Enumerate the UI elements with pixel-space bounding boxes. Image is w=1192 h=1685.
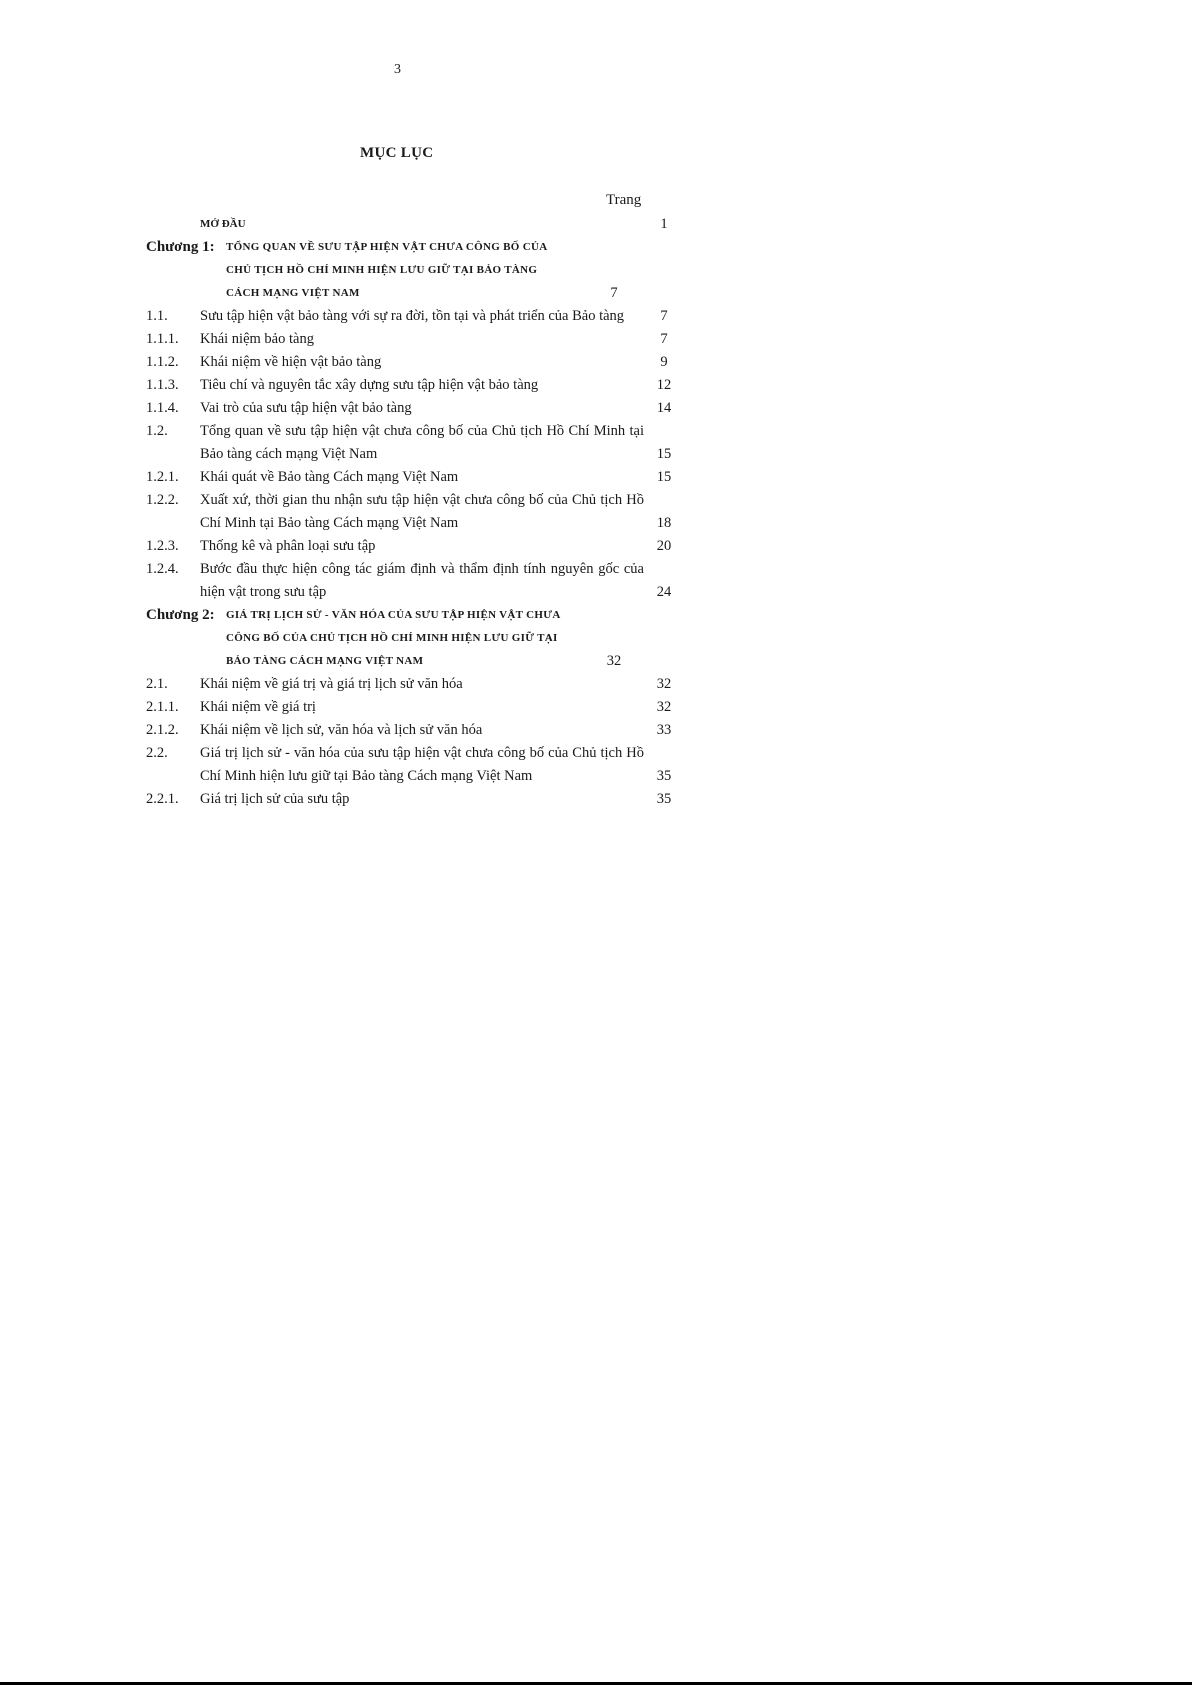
toc-entry-title: [226, 236, 594, 305]
toc-entry-title: Khái quát về Bảo tàng Cách mạng Việt Nam: [200, 469, 459, 485]
toc-chapter-title-line: BẢO TÀNG CÁCH MẠNG VIỆT NAM: [226, 655, 424, 667]
toc-section-entry: [146, 673, 672, 696]
toc-section-entry: [146, 374, 672, 397]
toc-section-entry: [146, 420, 672, 466]
toc-title: MỤC LỤC: [360, 145, 434, 161]
page-number: 3: [394, 62, 401, 77]
toc-entry-page: 35: [656, 768, 672, 784]
toc-entry-number: 1.1.: [146, 308, 168, 324]
toc-section-entry: [146, 466, 672, 489]
toc-entry-page: 32: [606, 653, 622, 669]
toc-entry-title: Khái niệm về hiện vật bảo tàng: [200, 354, 382, 370]
toc-entry-page: 33: [656, 722, 672, 738]
toc-entry-title: Tiêu chí và nguyên tắc xây dựng sưu tập hiện vật bảo tàng: [200, 377, 539, 393]
toc-entry-title: Tổng quan về sưu tập hiện vật chưa công bố của Chủ tịch Hồ Chí Minh tại Bảo tàng cách mạng Việt Nam: [200, 423, 644, 462]
toc-entry-title: Thống kê và phân loại sưu tập: [200, 538, 376, 554]
toc-entry-page: 15: [656, 469, 672, 485]
toc-chapter-entry: [146, 236, 646, 305]
toc-entry-page: 32: [656, 699, 672, 715]
toc-entry-page: 14: [656, 400, 672, 416]
toc-entry-number: 2.2.1.: [146, 791, 179, 807]
toc-entry-number: 1.1.4.: [146, 400, 179, 416]
toc-entry-number: Chương 1:: [146, 239, 215, 255]
toc-entry-title: Giá trị lịch sử - văn hóa của sưu tập hiện vật chưa công bố của Chủ tịch Hồ Chí Minh hiện lưu giữ tại Bảo tàng Cách mạng Việt Nam: [200, 745, 644, 784]
toc-section-entry: [146, 328, 668, 351]
toc-entry-page: 7: [660, 308, 668, 324]
toc-entry-number: 1.1.1.: [146, 331, 179, 347]
toc-section-entry: [146, 305, 668, 328]
toc-chapter-title-line: CÔNG BỐ CỦA CHỦ TỊCH HỒ CHÍ MINH HIỆN LƯU GIỮ TẠI: [226, 632, 558, 644]
toc-section-entry: [146, 696, 672, 719]
toc-entry-page: 32: [656, 676, 672, 692]
toc-entry-page: 7: [660, 331, 668, 347]
toc-entry-page: 35: [656, 791, 672, 807]
toc-entry-number: 1.2.2.: [146, 492, 179, 508]
toc-entry-title: Vai trò của sưu tập hiện vật bảo tàng: [200, 400, 412, 416]
toc-section-entry: [146, 742, 672, 788]
toc-section-entry: [146, 719, 672, 742]
toc-entry-title: MỞ ĐẦU: [200, 218, 246, 230]
toc-chapter-title-line: CHỦ TỊCH HỒ CHÍ MINH HIỆN LƯU GIỮ TẠI BẢO TÀNG: [226, 264, 538, 276]
toc-entry-page: 20: [656, 538, 672, 554]
toc-chapter-title-line: CÁCH MẠNG VIỆT NAM: [226, 287, 360, 299]
toc-entry-title: Sưu tập hiện vật bảo tàng với sự ra đời, tồn tại và phát triển của Bảo tàng: [200, 308, 625, 324]
toc-intro-entry: [146, 213, 668, 236]
toc-entry-number: Chương 2:: [146, 607, 215, 623]
toc-entry-number: [146, 213, 200, 236]
page-column-header: Trang: [606, 192, 642, 208]
toc-chapter-title-line: TỔNG QUAN VỀ SƯU TẬP HIỆN VẬT CHƯA CÔNG BỐ CỦA: [226, 241, 548, 253]
toc-section-entry: [146, 351, 668, 374]
toc-entry-title: Khái niệm về giá trị và giá trị lịch sử văn hóa: [200, 676, 463, 692]
toc-entry-title: Giá trị lịch sử của sưu tập: [200, 791, 350, 807]
toc-section-entry: [146, 535, 672, 558]
toc-entry-title: Bước đầu thực hiện công tác giám định và thẩm định tính nguyên gốc của hiện vật trong sưu tập: [200, 561, 644, 600]
toc-chapter-title-line: GIÁ TRỊ LỊCH SỬ - VĂN HÓA CỦA SƯU TẬP HIỆN VẬT CHƯA: [226, 609, 561, 621]
toc-section-entry: [146, 489, 672, 535]
toc-entry-page: 18: [656, 515, 672, 531]
toc-entry-number: 2.2.: [146, 745, 168, 761]
toc-entry-number: 1.1.3.: [146, 377, 179, 393]
toc-entry-page: 15: [656, 446, 672, 462]
toc-entry-page: 1: [660, 216, 668, 232]
toc-section-entry: [146, 397, 672, 420]
toc-entry-number: 1.2.3.: [146, 538, 179, 554]
toc-entry-number: 1.1.2.: [146, 354, 179, 370]
toc-entry-number: 1.2.4.: [146, 561, 179, 577]
table-of-contents: [146, 213, 672, 811]
toc-entry-number: 2.1.2.: [146, 722, 179, 738]
toc-entry-title: Khái niệm về lịch sử, văn hóa và lịch sử văn hóa: [200, 722, 483, 738]
toc-entry-title: Khái niệm về giá trị: [200, 699, 316, 715]
toc-entry-page: 7: [610, 285, 618, 301]
toc-section-entry: [146, 788, 672, 811]
toc-entry-number: 2.1.: [146, 676, 168, 692]
toc-entry-number: 1.2.: [146, 423, 168, 439]
toc-section-entry: [146, 558, 672, 604]
toc-entry-page: 12: [656, 377, 672, 393]
toc-entry-number: 2.1.1.: [146, 699, 179, 715]
toc-entry-number: 1.2.1.: [146, 469, 179, 485]
toc-entry-page: 9: [660, 354, 668, 370]
toc-entry-title: Xuất xứ, thời gian thu nhận sưu tập hiện vật chưa công bố của Chủ tịch Hồ Chí Minh tại Bảo tàng Cách mạng Việt Nam: [200, 492, 644, 531]
toc-entry-title: [226, 604, 594, 673]
toc-chapter-entry: [146, 604, 646, 673]
toc-entry-title: Khái niệm bảo tàng: [200, 331, 314, 347]
toc-entry-page: 24: [656, 584, 672, 600]
